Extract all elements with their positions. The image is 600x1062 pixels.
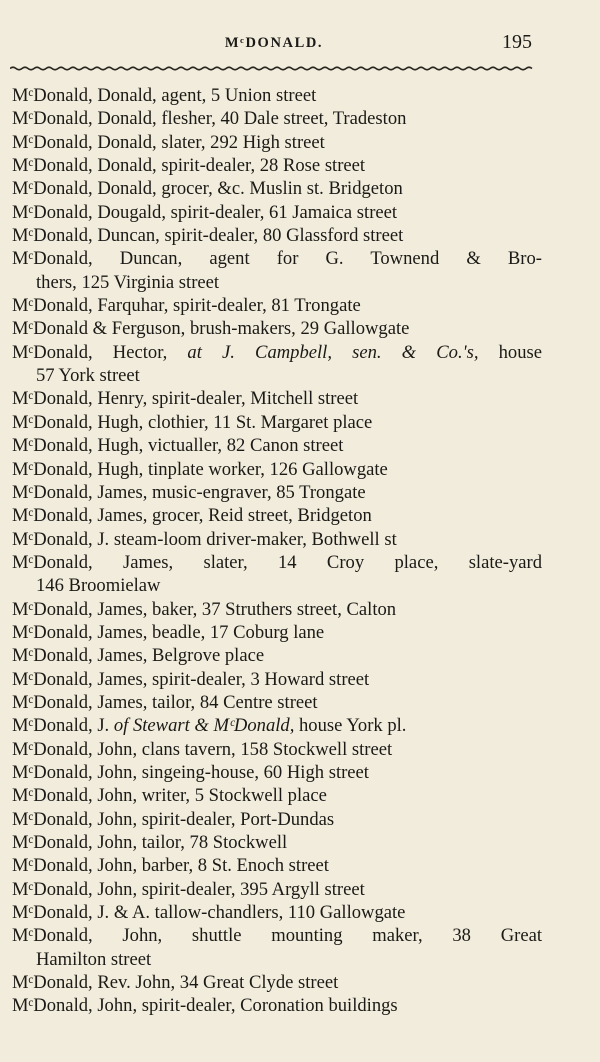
directory-entry: MᶜDonald, John, singeing-house, 60 High street <box>12 761 369 783</box>
directory-entry: MᶜDonald, Duncan, agent for G. Townend & Bro- <box>12 248 542 270</box>
directory-entry: MᶜDonald, John, writer, 5 Stockwell place <box>12 785 327 807</box>
directory-entry <box>12 714 542 737</box>
directory-entry: MᶜDonald, Hugh, victualler, 82 Canon street <box>12 435 344 457</box>
directory-entry: MᶜDonald, J. steam-loom driver-maker, Bothwell st <box>12 528 397 550</box>
directory-entries <box>12 84 542 1018</box>
directory-entry: MᶜDonald, James, baker, 37 Struthers street, Calton <box>12 598 397 620</box>
directory-entry: MᶜDonald, John, barber, 8 St. Enoch street <box>12 855 329 877</box>
header-rule <box>10 66 534 71</box>
directory-entry: MᶜDonald, James, Belgrove place <box>12 645 265 667</box>
directory-entry: MᶜDonald, Hugh, tinplate worker, 126 Gallowgate <box>12 458 388 480</box>
directory-entry: MᶜDonald, John, tailor, 78 Stockwell <box>12 832 288 853</box>
directory-entry: MᶜDonald, John, spirit-dealer, 395 Argyll street <box>12 878 365 900</box>
directory-entry: MᶜDonald, John, clans tavern, 158 Stockwell street <box>12 738 393 760</box>
directory-entry: MᶜDonald, Hugh, clothier, 11 St. Margaret place <box>12 411 373 433</box>
directory-entry: MᶜDonald, Donald, flesher, 40 Dale street, Tradeston <box>12 108 407 130</box>
directory-entry: MᶜDonald, Duncan, spirit-dealer, 80 Glassford street <box>12 225 404 247</box>
directory-entry: MᶜDonald, James, grocer, Reid street, Bridgeton <box>12 505 372 527</box>
directory-entry: MᶜDonald, Donald, spirit-dealer, 28 Rose street <box>12 155 366 177</box>
entry-continuation-line: 57 York street <box>36 365 140 387</box>
directory-entry: MᶜDonald, Dougald, spirit-dealer, 61 Jamaica street <box>12 201 398 223</box>
directory-entry: MᶜDonald, Farquhar, spirit-dealer, 81 Trongate <box>12 295 361 317</box>
directory-entry: MᶜDonald, Donald, slater, 292 High street <box>12 131 325 153</box>
entry-continuation-line: 146 Broomielaw <box>36 575 161 597</box>
directory-entry: MᶜDonald, Donald, grocer, &c. Muslin st. Bridgeton <box>12 178 403 200</box>
entry-italic-text: at J. Campbell, sen. & Co.'s, <box>187 341 479 363</box>
directory-entry: MᶜDonald, James, tailor, 84 Centre street <box>12 691 318 713</box>
running-head: MᶜDONALD. <box>224 35 324 51</box>
directory-entry: MᶜDonald, John, spirit-dealer, Coronation buildings <box>12 995 398 1017</box>
entry-italic-text: of Stewart & MᶜDonald, <box>113 715 295 737</box>
directory-entry: MᶜDonald, James, music-engraver, 85 Trongate <box>12 481 366 503</box>
page-number: 195 <box>502 31 532 53</box>
directory-entry: MᶜDonald, John, spirit-dealer, Port-Dundas <box>12 808 335 830</box>
directory-entry: MᶜDonald, James, slater, 14 Croy place, slate-yard <box>12 551 542 573</box>
entry-text: MᶜDonald, J. <box>12 715 114 737</box>
directory-entry: MᶜDonald, Donald, agent, 5 Union street <box>12 85 317 106</box>
entry-text: house York pl. <box>294 715 407 737</box>
directory-entry: MᶜDonald & Ferguson, brush-makers, 29 Gallowgate <box>12 318 410 340</box>
directory-entry: MᶜDonald, John, shuttle mounting maker, 38 Great <box>12 925 542 947</box>
page-header <box>14 31 534 59</box>
directory-entry: MᶜDonald, James, beadle, 17 Coburg lane <box>12 621 325 643</box>
directory-entry <box>12 341 542 364</box>
entry-text: MᶜDonald, Hector, <box>12 341 188 363</box>
entry-continuation-line: Hamilton street <box>36 948 152 970</box>
directory-entry: MᶜDonald, James, spirit-dealer, 3 Howard street <box>12 668 370 690</box>
entry-text: house <box>478 341 542 363</box>
directory-entry: MᶜDonald, Henry, spirit-dealer, Mitchell street <box>12 388 359 410</box>
entry-continuation-line: thers, 125 Virginia street <box>36 271 220 293</box>
directory-entry: MᶜDonald, J. & A. tallow-chandlers, 110 Gallowgate <box>12 902 406 924</box>
directory-entry: MᶜDonald, Rev. John, 34 Great Clyde street <box>12 972 339 994</box>
